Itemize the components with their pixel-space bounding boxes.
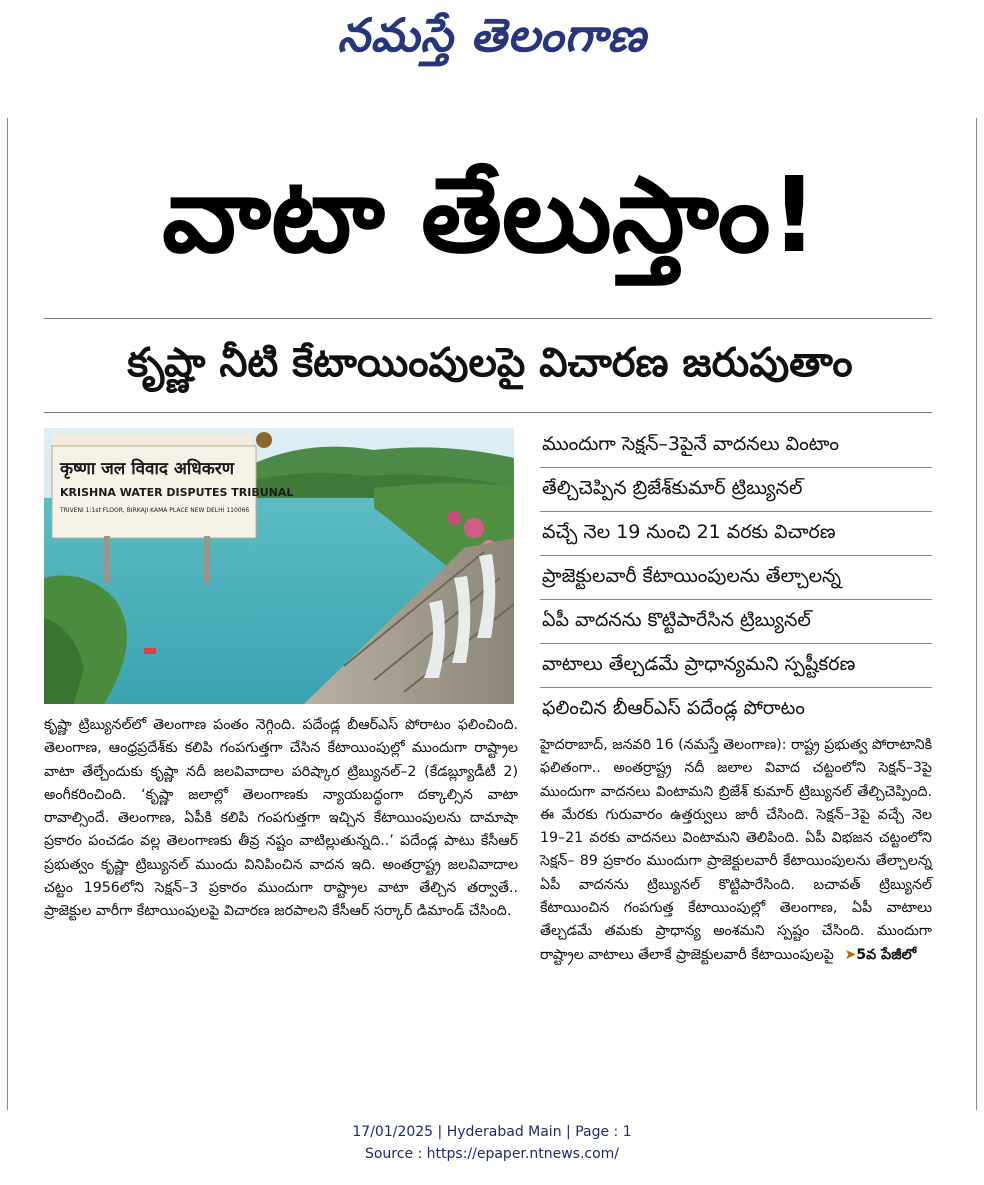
- highlight-line: ముందుగా సెక్షన్–3పైనే వాదనలు వింటాం: [540, 424, 932, 468]
- article-body-right: [540, 734, 932, 967]
- article-photo: [44, 428, 514, 704]
- right-column-rule: [976, 118, 977, 1110]
- highlight-line: తేల్చిచెప్పిన బ్రిజేశ్‌కుమార్ ట్రిబ్యునల్: [540, 468, 932, 512]
- highlight-line: వాటాలు తేల్చడమే ప్రాధాన్యమని స్పష్టీకరణ: [540, 644, 932, 688]
- masthead-logo: నమస్తే తెలంగాణ: [337, 8, 647, 62]
- sign-address-text: TRIVENI 1:1st FLOOR, BIRKAJI KAMA PLACE NEW DELHI 110066: [60, 507, 250, 514]
- headline-divider: [44, 318, 932, 319]
- highlight-line: ఫలించిన బీఆర్‌ఎస్ పదేండ్ల పోరాటం: [542, 697, 805, 719]
- subheadline-divider: [44, 412, 932, 413]
- article-body-right-text: హైదరాబాద్, జనవరి 16 (నమస్తే తెలంగాణ): రాష్ట్ర ప్రభుత్వ పోరాటానికి ఫలితంగా.. అంతర్రాష్ట్ర నదీ జలాల వివాద చట్టంలోని సెక్షన్–3పై ముందుగా వాదనలు వింటామని బ్రిజేశ్ కుమార్ ట్రిబ్యునల్ తేల్చిచెప్పింది. ఈ మేరకు గురువారం ఉత్తర్వులు జారీ చేసింది. సెక్షన్–3పై వచ్చే నెల 19–21 వరకు వాదనలు వింటామని తెలిపింది. ఏపీ విభజన చట్టంలోని సెక్షన్– 89 ప్రకారం ముందుగా ప్రాజెక్టులవారీ కేటాయింపులను తేల్చాలన్న ఏపీ వాదనను ట్రిబ్యునల్ కొట్టిపారేసింది. బచావత్ ట్రిబ్యునల్ కేటాయించిన గంపగుత్త కేటాయింపుల్లో తెలంగాణ, ఏపీ వాటాలు తేల్చడమే తమకు ప్రాధాన్య అంశమని స్పష్టం చేసింది. ముందుగా రాష్ట్రాల వాటాలు తేలాకే ప్రాజెక్టులవారీ కేటాయింపులపై: [540, 737, 932, 963]
- footer-date-line: 17/01/2025 | Hyderabad Main | Page : 1: [352, 1124, 632, 1140]
- footer-source-line[interactable]: Source : https://epaper.ntnews.com/: [364, 1146, 620, 1162]
- article-body-left: కృష్ణా ట్రిబ్యునల్‌లో తెలంగాణ పంతం నెగ్గింది. పదేండ్ల బీఆర్‌ఎస్ పోరాటం ఫలించింది. తెలంగాణ, ఆంధ్రప్రదేశ్‌కు కలిపి గంపగుత్తగా చేసిన కేటాయింపుల్లో ముందుగా రాష్ట్రాల వాటా తేల్చేందుకు కృష్ణా నదీ జలవివాదాల పరిష్కార ట్రిబ్యునల్–2 (కేడబ్ల్యూడీటీ 2) అంగీకరించింది. ‘కృష్ణా జలాల్లో తెలంగాణకు న్యాయబద్ధంగా దక్కాల్సిన వాటా రావాల్సిందే. తెలంగాణ, ఏపీకి కలిపి గంపగుత్తగా ఇచ్చిన కేటాయింపులను దామాషా ప్రకారం పంచడం వల్ల తెలంగాణకు తీవ్ర నష్టం వాటిల్లుతున్నది..’ పదేండ్ల పాటు కేసీఆర్ ప్రభుత్వం కృష్ణా ట్రిబ్యునల్ ముందు వినిపించిన వాదన ఇది. అంతర్రాష్ట్ర జలవివాదాల చట్టం 1956లోని సెక్షన్–3 ప్రకారం ముందుగా రాష్ట్రాల వాటా తేల్చిన తర్వాతే.. ప్రాజెక్టుల వారీగా కేటాయింపులపై విచారణ జరపాలని కేసీఆర్ సర్కార్ డిమాండ్ చేసింది.: [44, 717, 518, 920]
- highlights-box: [540, 424, 932, 732]
- left-column-rule: [7, 118, 8, 1110]
- article-subheadline: కృష్ణా నీటి కేటాయింపులపై విచారణ జరుపుతాం: [127, 340, 853, 386]
- article-headline: వాటా తేలుస్తాం!: [162, 154, 818, 276]
- sign-english-text: KRISHNA WATER DISPUTES TRIBUNAL: [60, 486, 294, 499]
- arrow-icon: ➤: [844, 946, 857, 963]
- continuation-label: 5వ పేజీలో: [856, 946, 917, 963]
- continuation-link[interactable]: [844, 947, 916, 963]
- highlight-line: వచ్చే నెల 19 నుంచి 21 వరకు విచారణ: [540, 512, 932, 556]
- sign-hindi-text: कृष्णा जल विवाद अधिकरण: [60, 459, 235, 479]
- highlight-line: ప్రాజెక్టులవారీ కేటాయింపులను తేల్చాలన్న: [540, 556, 932, 600]
- highlight-line: ఏపీ వాదనను కొట్టిపారేసిన ట్రిబ్యునల్: [540, 600, 932, 644]
